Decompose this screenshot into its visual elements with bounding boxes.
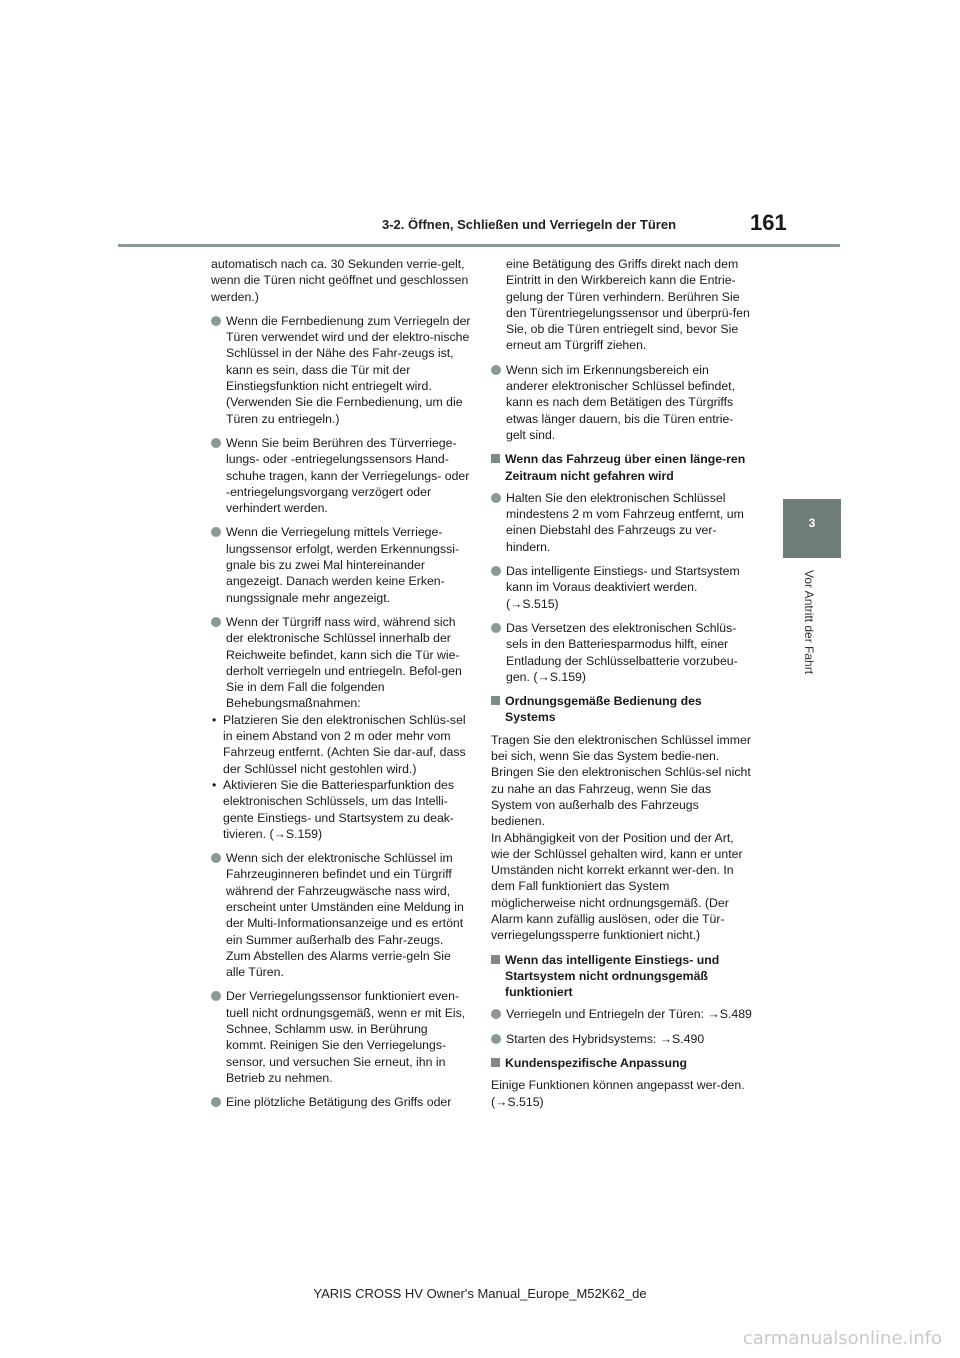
section-heading: [491, 1055, 753, 1071]
bullet-icon: [211, 438, 221, 448]
bullet-icon: [211, 853, 221, 863]
bullet-icon: [491, 493, 501, 503]
left-column: [211, 256, 471, 1119]
bullet-icon: [491, 623, 501, 633]
square-icon: [491, 1058, 500, 1067]
bullet-icon: [211, 527, 221, 537]
list-item-text: Starten des Hybridsystems: →S.490: [506, 1031, 705, 1046]
bullet-icon: [491, 365, 501, 375]
bullet-icon: [491, 566, 501, 576]
body-paragraph: Einige Funktionen können angepasst wer-den. (→S.515): [491, 1078, 745, 1109]
heading-text: Ordnungsgemäße Bedienung des Systems: [505, 694, 702, 725]
section-title: 3-2. Öffnen, Schließen und Verriegeln der Türen: [382, 217, 677, 232]
list-item-text: Wenn sich im Erkennungsbereich ein anderer elektronischer Schlüssel befindet, kann es nach dem Betätigen des Türgriffs etwas länger dauern, bis die Türen entrie-gelt sind.: [506, 362, 735, 442]
body-paragraph: In Abhängigkeit von der Position und der Art, wie der Schlüssel gehalten wird, kann er unter Umständen nicht korrekt erkannt wer-den. In dem Fall funktioniert das System möglicherweise nicht ordnungsgemäß. (Der Alarm kann zufällig auslösen, oder die Tür-verriegelungssperre funktioniert nicht.): [491, 830, 743, 943]
header-divider: [118, 244, 840, 247]
bullet-icon: [211, 1097, 221, 1107]
list-item-text: Das Versetzen des elektronischen Schlüs-sels in den Batteriesparmodus hilft, einer Entladung der Schlüsselbatterie vorzubeu-gen. (→S.159): [506, 620, 738, 684]
sub-item: [211, 777, 471, 842]
list-item: [491, 620, 753, 685]
chapter-label-text: Vor Antritt der Fahrt: [802, 570, 816, 675]
list-item-text: Wenn sich der elektronische Schlüssel im Fahrzeuginneren befindet und ein Türgriff während der Fahrzeugwäsche nass wird, erscheint unter Umständen eine Meldung in der Multi-Informationsanzeige und es ertönt ein Summer außerhalb des Fahr-zeugs. Zum Abstellen des Alarms verrie-geln Sie alle Türen.: [226, 851, 464, 980]
list-item: [491, 1006, 753, 1022]
dot-icon: •: [212, 712, 217, 727]
heading-text: Wenn das Fahrzeug über einen länge-ren Zeitraum nicht gefahren wird: [505, 452, 746, 483]
page-footer: YARIS CROSS HV Owner's Manual_Europe_M52K62_de: [313, 1286, 647, 1301]
sub-item-text: Aktivieren Sie die Batteriesparfunktion des elektronischen Schlüssels, um das Intelli-gente Einstiegs- und Startsystem zu deak-tivieren. (→S.159): [223, 777, 455, 841]
list-item-text: Verriegeln und Entriegeln der Türen: →S.489: [506, 1007, 752, 1022]
section-heading: [491, 693, 753, 726]
list-item: [491, 490, 753, 555]
list-item: [211, 988, 471, 1086]
list-item: [491, 362, 753, 443]
body-paragraph: Tragen Sie den elektronischen Schlüssel immer bei sich, wenn Sie das System bedie-nen. Bringen Sie den elektronischen Schlüs-sel nicht zu nahe an das Fahrzeug, wenn Sie das System von außerhalb des Fahrzeugs bedienen.: [491, 732, 751, 829]
square-icon: [491, 696, 500, 705]
bullet-icon: [491, 1009, 501, 1019]
section-heading: [491, 451, 753, 484]
bullet-icon: [491, 1034, 501, 1044]
bullet-icon: [211, 316, 221, 326]
list-item: [211, 524, 471, 605]
square-icon: [491, 454, 500, 463]
bullet-icon: [211, 991, 221, 1001]
list-item: [491, 563, 753, 612]
right-column: [491, 256, 753, 1118]
list-item: [211, 850, 471, 980]
list-item: [211, 614, 471, 842]
watermark: carmanualsonline.info: [742, 1328, 942, 1349]
list-item: [211, 313, 471, 427]
list-item: [211, 435, 471, 516]
list-item-text: Halten Sie den elektronischen Schlüssel mindestens 2 m vom Fahrzeug entfernt, um einen Diebstahl des Fahrzeugs zu ver-hindern.: [506, 490, 744, 554]
left-intro: automatisch nach ca. 30 Sekunden verrie-gelt, wenn die Türen nicht geöffnet und geschlossen werden.): [211, 257, 469, 304]
section-heading: [491, 952, 753, 1001]
list-item-text: Wenn der Türgriff nass wird, während sich der elektronische Schlüssel innerhalb der Reichweite befindet, kann sich die Tür wie-derholt verriegeln und entriegeln. Befol-gen Sie in dem Fall die folgenden Behebungsmaßnahmen:: [226, 614, 462, 711]
page-number: 161: [750, 210, 787, 235]
list-item-text: Der Verriegelungssensor funktioniert even-tuell nicht ordnungsgemäß, wenn er mit Eis, Schnee, Schlamm usw. in Berührung kommt. Reinigen Sie den Verriegelungs-sensor, und versuchen Sie erneut, ihn in Betrieb zu nehmen.: [226, 989, 466, 1085]
chapter-number: 3: [808, 516, 816, 530]
bullet-icon: [211, 617, 221, 627]
right-intro: eine Betätigung des Griffs direkt nach dem Eintritt in den Wirkbereich kann die Entrie-gelung der Türen verhindern. Berühren Sie den Türentriegelungssensor und überprü-fen Sie, ob die Türen entriegelt sind, bevor Sie erneut am Türgriff ziehen.: [506, 257, 750, 353]
list-item-text: Wenn Sie beim Berühren des Türverriege-lungs- oder -entriegelungssensors Hand-schuhe tragen, kann der Verriegelungs- oder -entriegelungsvorgang verzögert oder verhindert werden.: [226, 435, 470, 516]
list-item: [491, 1031, 753, 1047]
heading-text: Kundenspezifische Anpassung: [505, 1056, 687, 1071]
heading-text: Wenn das intelligente Einstiegs- und Startsystem nicht ordnungsgemäß funktioniert: [505, 952, 720, 1000]
square-icon: [491, 955, 500, 964]
list-item-text: Das intelligente Einstiegs- und Startsystem kann im Voraus deaktiviert werden. (→S.515): [506, 564, 740, 611]
chapter-label: [800, 570, 824, 710]
chapter-tab: [783, 499, 841, 558]
list-item-text: Wenn die Fernbedienung zum Verriegeln der Türen verwendet wird und der elektro-nische Schlüssel in der Nähe des Fahr-zeugs ist, kann es sein, dass die Tür mit der Einstiegsfunktion nicht entriegelt wird. (Verwenden Sie die Fernbedienung, um die Türen zu entriegeln.): [226, 313, 471, 426]
list-item-text: Wenn die Verriegelung mittels Verriege-lungssensor erfolgt, werden Erkennungssi-gnale bis zu zwei Mal hintereinander angezeigt. Danach werden keine Erken-nungssignale mehr angezeigt.: [226, 525, 460, 605]
sub-item-text: Platzieren Sie den elektronischen Schlüs-sel in einem Abstand von 2 m oder mehr vom Fahrzeug entfernt. (Achten Sie dar-auf, dass der Schlüssel nicht gestohlen wird.): [223, 712, 466, 776]
sub-item: [211, 712, 471, 777]
dot-icon: •: [212, 777, 217, 792]
list-item-text: Eine plötzliche Betätigung des Griffs oder: [226, 1095, 452, 1110]
list-item: [211, 1094, 471, 1110]
